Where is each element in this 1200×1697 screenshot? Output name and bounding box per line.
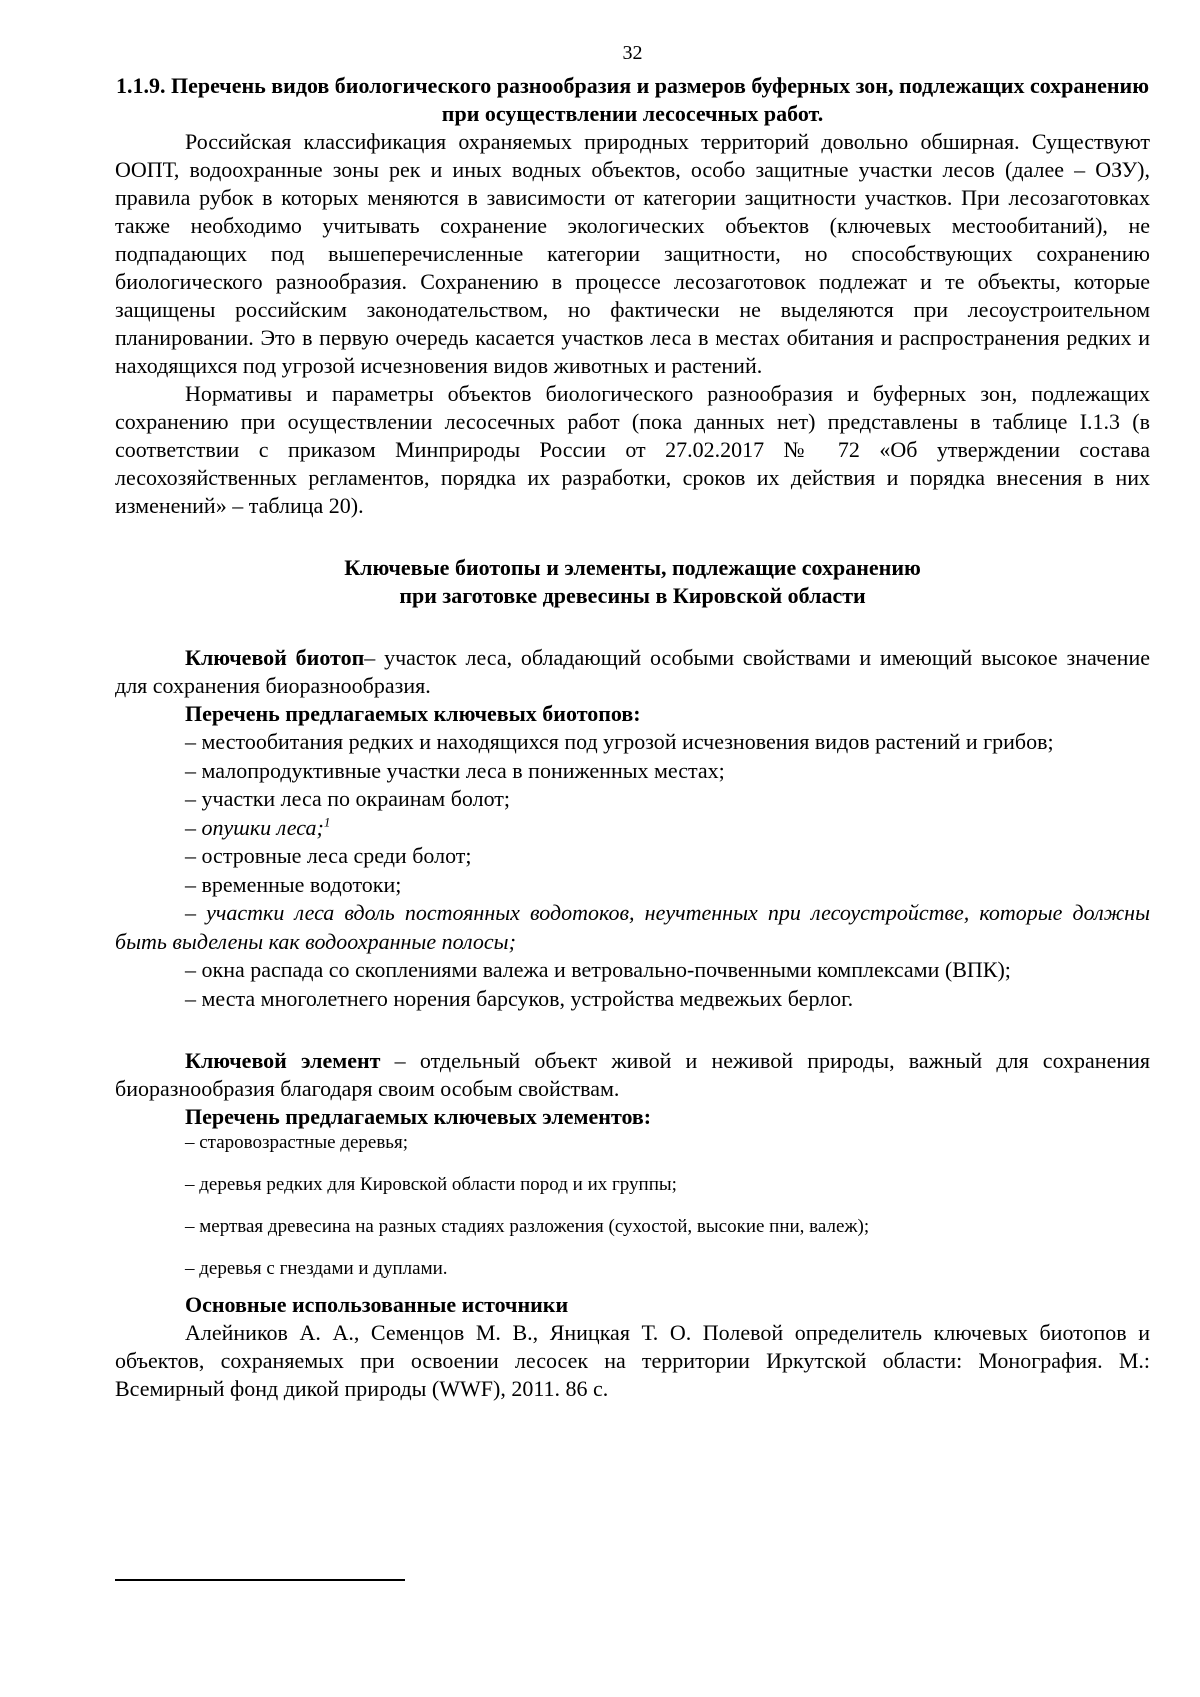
sources-text: Алейников А. А., Семенцов М. В., Яницкая Т. О. Полевой определитель ключевых биотопов и объектов, сохраняемых при освоении лесосек на территории Иркутской области: Монография. М.: Всемирный фонд дикой природы (WWF), 2011. 86 с. (115, 1320, 1150, 1401)
biotope-list (115, 728, 1150, 1013)
biotope-definition-text: – участок леса, обладающий особыми свойствами и имеющий высокое значение для сохранения биоразнообразия. (115, 645, 1150, 698)
paragraph-1: Российская классификация охраняемых природных территорий довольно обширная. Существуют ООПТ, водоохранные зоны рек и иных водных объектов, особо защитные участки лесов (далее – ОЗУ), правила рубок в которых меняются в зависимости от категории защитности участков. При лесозаготовках также необходимо учитывать сохранение экологических объектов (ключевых местообитаний), не подпадающих под вышеперечисленные категории защитности, но способствующих сохранению биологического разнообразия. Сохранению в процессе лесозаготовок подлежат и те объекты, которые защищены российским законодательством, но фактически не выделяются при лесоустроительном планировании. Это в первую очередь касается участков леса в местах обитания и распространения редких и находящихся под угрозой исчезновения видов животных и растений. (115, 129, 1150, 378)
list-item: – деревья редких для Кировской области пород и их группы; (185, 1174, 677, 1195)
list-item (115, 814, 1150, 843)
element-definition-text: – отдельный объект живой и неживой природы, важный для сохранения биоразнообразия благодаря своим особым свойствам. (115, 1048, 1150, 1101)
list-item-text: – опушки леса; (185, 814, 324, 840)
list-item: – места многолетнего норения барсуков, устройства медвежьих берлог. (185, 985, 854, 1011)
list-item: – окна распада со скоплениями валежа и ветровально-почвенными комплексами (ВПК); (185, 957, 1011, 982)
subtitle-line-2: при заготовке древесины в Кировской области (399, 583, 866, 608)
list-item: – мертвая древесина на разных стадиях разложения (сухостой, высокие пни, валеж); (185, 1216, 870, 1237)
biotope-definition (115, 644, 1150, 700)
document-page (115, 38, 1150, 1403)
sources-heading: Основные использованные источники (185, 1292, 569, 1317)
list-item: – местообитания редких и находящихся под угрозой исчезновения видов растений и грибов; (185, 729, 1054, 754)
list-item: – временные водотоки; (185, 871, 402, 897)
element-definition (115, 1047, 1150, 1103)
list-item: – участки леса вдоль постоянных водотоков, неучтенных при лесоустройстве, которые должны быть выделены как водоохранные полосы; (115, 900, 1150, 954)
subtitle-line-1: Ключевые биотопы и элементы, подлежащие сохранению (344, 555, 921, 580)
biotope-list-heading: Перечень предлагаемых ключевых биотопов: (185, 701, 641, 726)
list-item: – старовозрастные деревья; (185, 1132, 408, 1153)
biotope-term: Ключевой биотоп (185, 645, 365, 670)
section-title: 1.1.9. Перечень видов биологического разнообразия и размеров буферных зон, подлежащих сохранению при осуществлении лесосечных работ. (115, 73, 1150, 126)
element-term: Ключевой элемент (185, 1048, 381, 1073)
element-list-heading: Перечень предлагаемых ключевых элементов: (185, 1104, 652, 1129)
list-item: – островные леса среди болот; (185, 843, 472, 868)
list-item: – участки леса по окраинам болот; (185, 786, 511, 811)
footnote-mark: 1 (323, 814, 331, 830)
element-list (115, 1131, 1150, 1281)
list-item: – малопродуктивные участки леса в пониженных местах; (185, 757, 725, 783)
footnote-rule (115, 1579, 405, 1581)
page-number: 32 (622, 42, 643, 64)
list-item: – деревья с гнездами и дуплами. (185, 1258, 448, 1279)
paragraph-2: Нормативы и параметры объектов биологического разнообразия и буферных зон, подлежащих сохранению при осуществлении лесосечных работ (пока данных нет) представлены в таблице I.1.3 (в соответствии с приказом Минприроды России от 27.02.2017 № 72 «Об утверждении состава лесохозяйственных регламентов, порядка их разработки, сроков их действия и порядка внесения в них изменений» – таблица 20). (115, 381, 1150, 518)
